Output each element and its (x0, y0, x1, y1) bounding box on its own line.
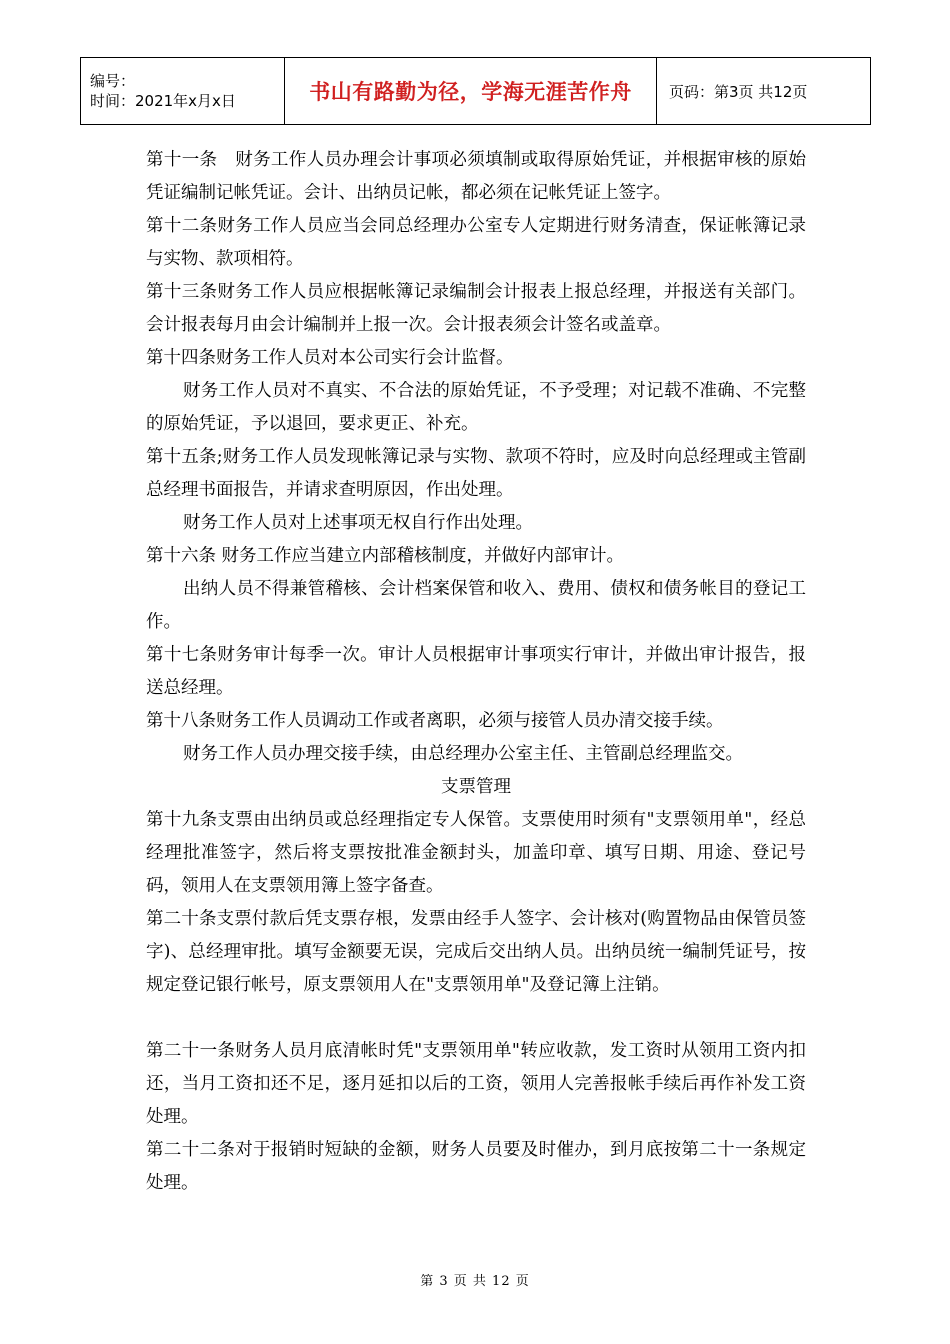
page-footer: 第 3 页 共 12 页 (420, 1274, 530, 1289)
paragraph-article-11: 第十一条 财务工作人员办理会计事项必须填制或取得原始凭证，并根据审核的原始凭证编制记帐凭证。会计、出纳员记帐，都必须在记帐凭证上签字。 (146, 150, 806, 203)
paragraph-article-16: 第十六条 财务工作应当建立内部稽核制度，并做好内部审计。 (146, 546, 625, 566)
document-header (80, 57, 871, 125)
paragraph-article-20: 第二十条支票付款后凭支票存根，发票由经手人签字、会计核对(购置物品由保管员签字)、总经理审批。填写金额要无误，完成后交出纳人员。出纳员统一编制凭证号，按规定登记银行帐号，原支票领用人在"支票领用单"及登记簿上注销。 (146, 909, 806, 995)
paragraph-article-18-detail: 财务工作人员办理交接手续，由总经理办公室主任、主管副总经理监交。 (183, 744, 743, 764)
header-page-info-cell (657, 58, 871, 125)
paragraph-article-22: 第二十二条对于报销时短缺的金额，财务人员要及时催办，到月底按第二十一条规定处理。 (146, 1140, 806, 1193)
header-motto: 书山有路勤为径，学海无涯苦作舟 (285, 58, 657, 125)
paragraph-article-17: 第十七条财务审计每季一次。审计人员根据审计事项实行审计，并做出审计报告，报送总经理。 (146, 645, 806, 698)
paragraph-article-13: 第十三条财务工作人员应根据帐簿记录编制会计报表上报总经理，并报送有关部门。会计报表每月由会计编制并上报一次。会计报表须会计签名或盖章。 (146, 282, 806, 335)
document-body (146, 144, 806, 1200)
document-time-label: 时间：2021年x月x日 (90, 92, 236, 110)
paragraph-article-14: 第十四条财务工作人员对本公司实行会计监督。 (146, 348, 514, 368)
paragraph-article-12: 第十二条财务工作人员应当会同总经理办公室专人定期进行财务清查，保证帐簿记录与实物、款项相符。 (146, 216, 806, 269)
paragraph-article-15: 第十五条;财务工作人员发现帐簿记录与实物、款项不符时，应及时向总经理或主管副总经理书面报告，并请求查明原因，作出处理。 (146, 447, 806, 500)
document-number-label: 编号： (90, 72, 136, 90)
header-meta-cell (81, 58, 285, 125)
paragraph-article-18: 第十八条财务工作人员调动工作或者离职，必须与接管人员办清交接手续。 (146, 711, 724, 731)
paragraph-article-19: 第十九条支票由出纳员或总经理指定专人保管。支票使用时须有"支票领用单"，经总经理批准签字，然后将支票按批准金额封头，加盖印章、填写日期、用途、登记号码，领用人在支票领用簿上签字备查。 (146, 810, 806, 896)
header-page-info: 页码：第3页 共12页 (669, 82, 808, 101)
section-heading: 支票管理 (441, 777, 511, 797)
paragraph-article-15-detail: 财务工作人员对上述事项无权自行作出处理。 (183, 513, 533, 533)
paragraph-article-14-detail: 财务工作人员对不真实、不合法的原始凭证，不予受理；对记载不准确、不完整的原始凭证，予以退回，要求更正、补充。 (146, 381, 806, 434)
blank-line (146, 1002, 806, 1035)
paragraph-article-16-detail: 出纳人员不得兼管稽核、会计档案保管和收入、费用、债权和债务帐目的登记工作。 (146, 579, 806, 632)
paragraph-article-21: 第二十一条财务人员月底清帐时凭"支票领用单"转应收款，发工资时从领用工资内扣还，当月工资扣还不足，逐月延扣以后的工资，领用人完善报帐手续后再作补发工资处理。 (146, 1041, 806, 1127)
